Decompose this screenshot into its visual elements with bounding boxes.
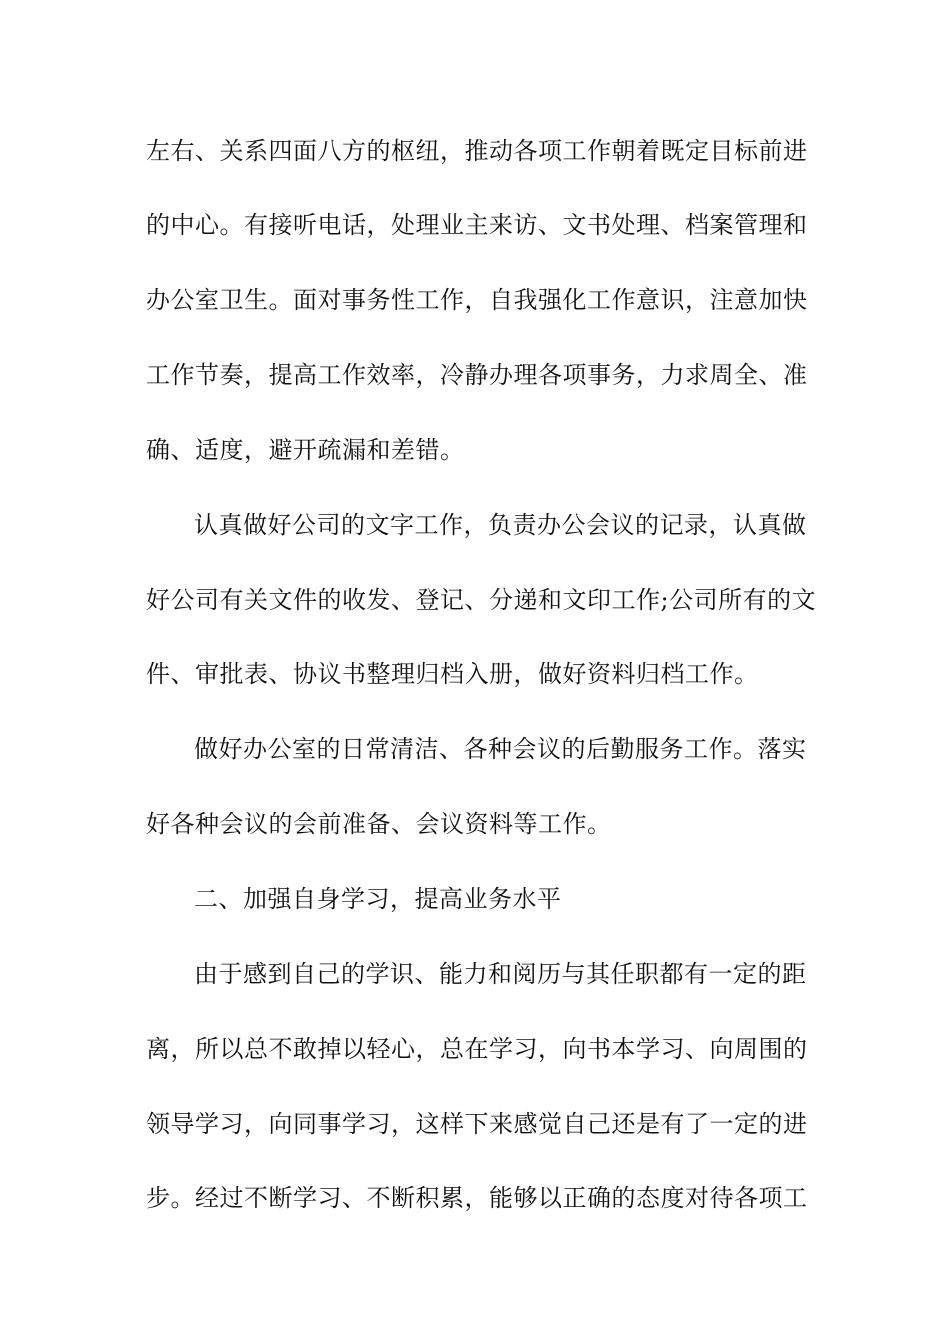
text-line: 步。经过不断学习、不断积累，能够以正确的态度对待各项工 [146, 1184, 808, 1212]
text-line: 好各种会议的会前准备、会议资料等工作。 [146, 810, 612, 838]
text-line: 领导学习，向同事学习，这样下来感觉自己还是有了一定的进 [146, 1110, 808, 1138]
text-line: 确、适度，避开疏漏和差错。 [146, 436, 465, 464]
section-heading: 二、加强自身学习，提高业务水平 [194, 885, 562, 913]
text-line: 件、审批表、协议书整理归档入册，做好资料归档工作。 [146, 660, 759, 688]
paragraph-first-line: 认真做好公司的文字工作，负责办公会议的记录，认真做 [194, 511, 807, 539]
paragraph-first-line: 做好办公室的日常清洁、各种会议的后勤服务工作。落实 [194, 735, 807, 763]
text-line: 办公室卫生。面对事务性工作，自我强化工作意识，注意加快 [146, 286, 808, 314]
paragraph-first-line: 由于感到自己的学识、能力和阅历与其任职都有一定的距 [194, 960, 807, 988]
text-line: 工作节奏，提高工作效率，冷静办理各项事务，力求周全、准 [146, 361, 808, 389]
text-line: 离，所以总不敢掉以轻心，总在学习，向书本学习、向周围的 [146, 1035, 808, 1063]
text-line: 的中心。有接听电话，处理业主来访、文书处理、档案管理和 [146, 211, 808, 239]
text-line: 左右、关系四面八方的枢纽，推动各项工作朝着既定目标前进 [146, 137, 808, 165]
text-line: 好公司有关文件的收发、登记、分递和文印工作;公司所有的文 [146, 586, 817, 614]
